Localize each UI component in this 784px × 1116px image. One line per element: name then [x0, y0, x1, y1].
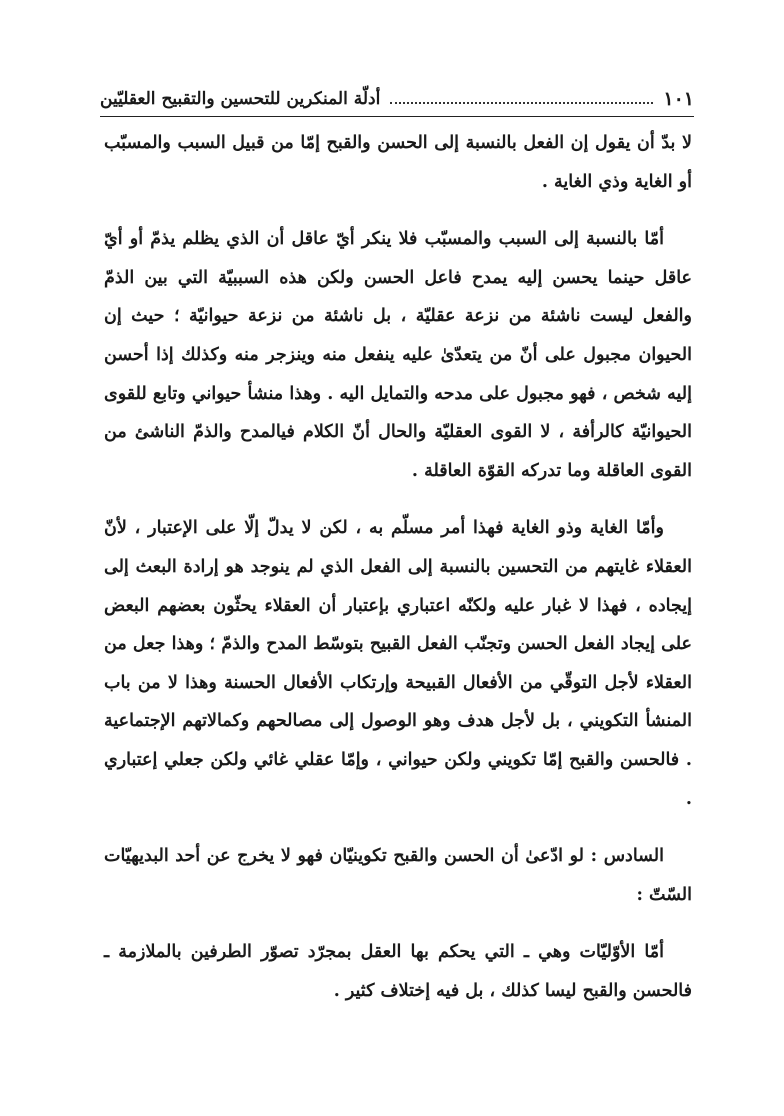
dot-leader: [390, 102, 653, 104]
running-title: أدلّة المنكرين للتحسين والتقبيح العقليّين: [100, 89, 381, 109]
header-rule: [100, 116, 694, 117]
paragraph-2-text: أمّا بالنسبة إلى السبب والمسبّب فلا ينكر أيّ عاقل أن الذي يظلم يذمّ أو أيّ عاقل حينما يحسن إليه يمدح فاعل الحسن ولكن هذه السببيّة التي بين الذمّ والفعل ليست ناشئة من نزعة عقليّة ، بل ناشئة من نزعة حيوانيّة ؛ حيث إن الحيوان مجبول على أنّ من يتعدّىٰ عليه ينفعل منه وينزجر منه وكذلك إذا أحسن إليه شخص ، فهو مجبول على مدحه والتمايل اليه . وهذا منشأ حيواني وتابع للقوى الحيوانيّة كالرأفة ، لا القوى العقليّة والحال أنّ الكلام فيالمدح والذمّ الناشئ من القوى العاقلة وما تدركه القوّة العاقلة .: [104, 229, 692, 481]
running-head: [100, 84, 694, 114]
page-number: ١٠١: [663, 88, 694, 110]
paragraph-1: [104, 124, 692, 201]
paragraph-4: [104, 837, 692, 914]
paragraph-5: [104, 933, 692, 1010]
body-text: [104, 124, 692, 1010]
paragraph-4-lead: السادس :: [590, 846, 664, 867]
paragraph-4-text: لو ادّعىٰ أن الحسن والقبح تكوينيّان فهو لا يخرج عن أحد البديهيّات السّتّ :: [104, 846, 692, 905]
paragraph-3-text: وأمّا الغاية وذو الغاية فهذا أمر مسلّم به ، لكن لا يدلّ إلّا على الإعتبار ، لأنّ العقلاء غايتهم من التحسين بالنسبة إلى الفعل الذي لم ينوجد هو إرادة البعث إلى إيجاده ، فهذا لا غبار عليه ولكنّه اعتباري بإعتبار أن العقلاء يحثّون بعضهم البعض على إيجاد الفعل الحسن وتجنّب الفعل القبيح بتوسّط المدح والذمّ ؛ وهذا جعل من العقلاء لأجل التوقّي من الأفعال القبيحة وإرتكاب الأفعال الحسنة وهذا لا من باب المنشأ التكويني ، بل لأجل هدف وهو الوصول إلى مصالحهم وكمالاتهم الإجتماعية . فالحسن والقبح إمّا تكويني ولكن حيواني ، وإمّا عقلي غائي ولكن جعلي إعتباري .: [104, 518, 692, 809]
paragraph-3: [104, 509, 692, 818]
paragraph-5-text: أمّا الأوّليّات وهي ـ التي يحكم بها العقل بمجرّد تصوّر الطرفين بالملازمة ـ فالحسن والقبح ليسا كذلك ، بل فيه إختلاف كثير .: [104, 942, 692, 1001]
paragraph-2: [104, 220, 692, 490]
paragraph-1-text: لا بدّ أن يقول إن الفعل بالنسبة إلى الحسن والقبح إمّا من قبيل السبب والمسبّب أو الغاية وذي الغاية .: [104, 133, 692, 192]
